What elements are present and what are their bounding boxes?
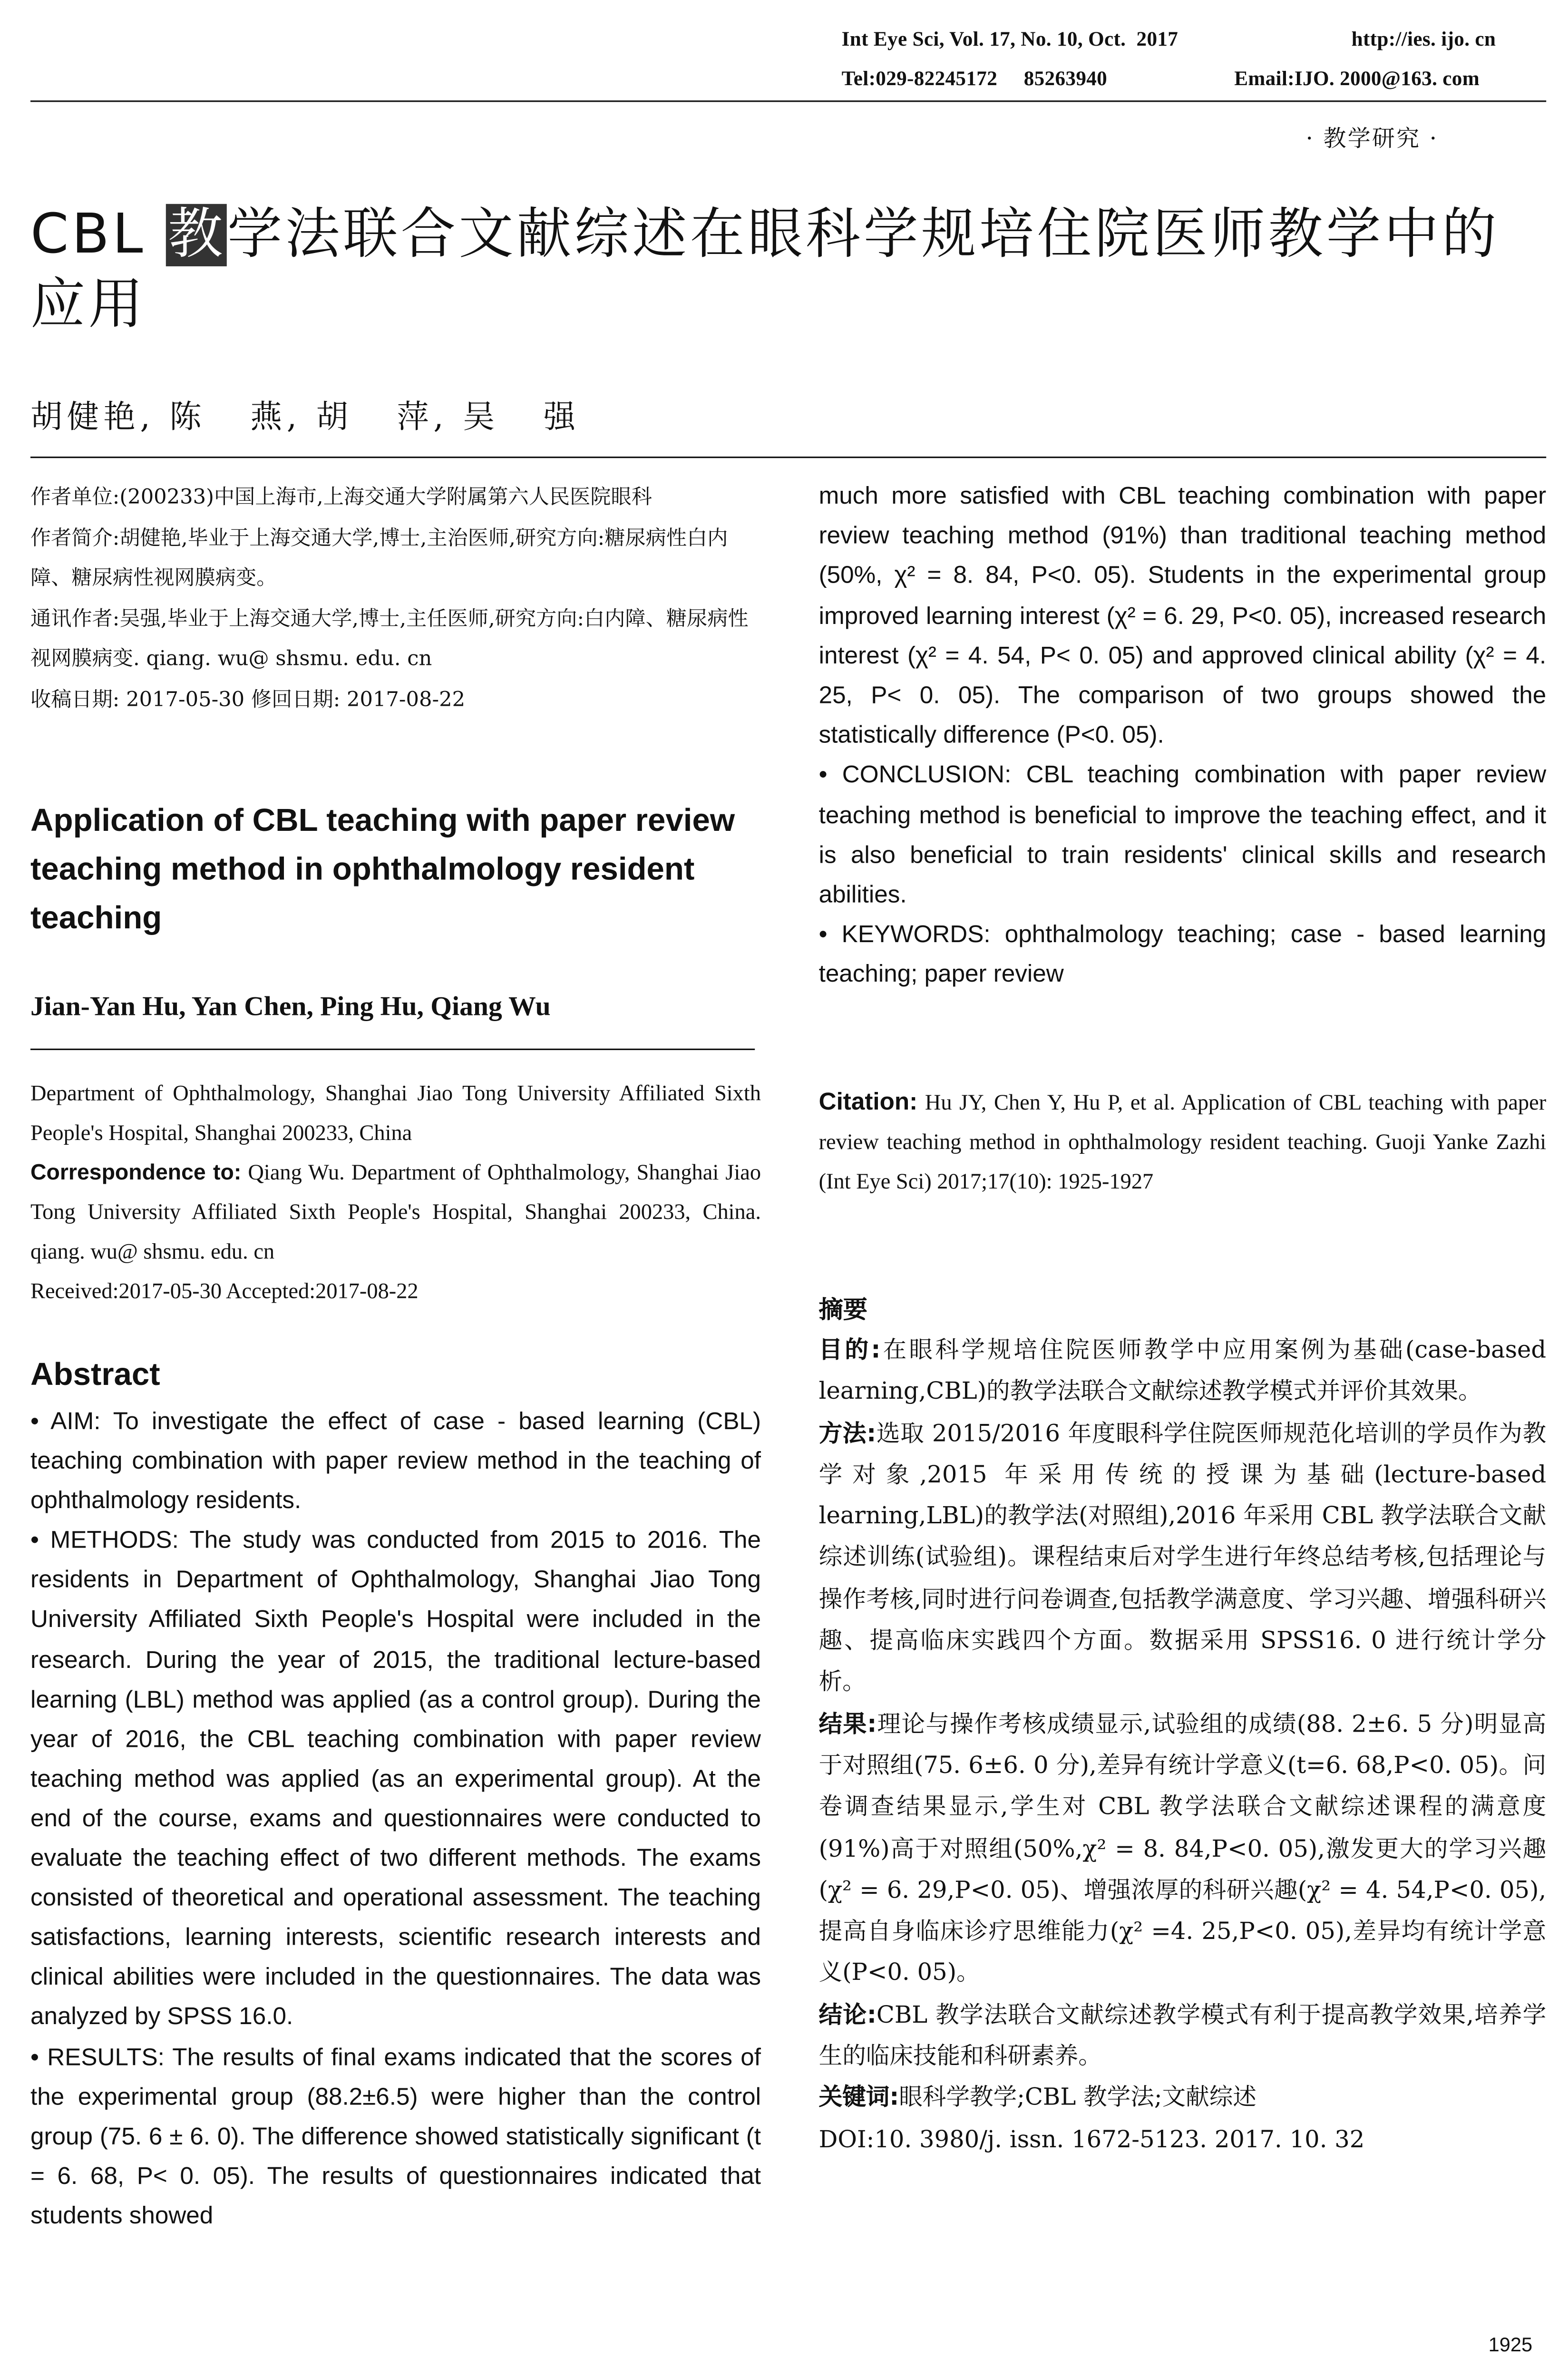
- authors-en-rule: [30, 1049, 755, 1050]
- abstract-cn-methods-label: 方法:: [818, 1419, 877, 1447]
- journal-url[interactable]: http://ies. ijo. cn: [1351, 27, 1496, 50]
- authors-rule: [30, 457, 1546, 458]
- abstract-en-left: [30, 1403, 761, 2237]
- correspondence: [30, 1154, 761, 1273]
- authors-cn: 胡健艳, 陈 燕, 胡 萍, 吴 强: [30, 399, 580, 436]
- abstract-en-right: [819, 478, 1547, 996]
- journal-telephone: Tel:029-82245172 85263940: [841, 67, 1108, 90]
- abstract-cn-keywords: [819, 2078, 1547, 2119]
- authors-en: Jian-Yan Hu, Yan Chen, Ping Hu, Qiang Wu: [30, 991, 551, 1022]
- corresponding-author-cn: 通讯作者:吴强,毕业于上海交通大学,博士,主任医师,研究方向:白内障、糖尿病性视网膜病变. qiang. wu@ shsmu. edu. cn: [30, 606, 749, 672]
- abstract-cn-keywords-label: 关键词:: [818, 2084, 899, 2112]
- article-title-en: Application of CBL teaching with paper review teaching method in ophthalmology resident teaching: [30, 803, 735, 936]
- abstract-heading: Abstract: [30, 1357, 160, 1393]
- correspondence-text: Qiang Wu. Department of Ophthalmology, Shanghai Jiao Tong University Affiliated Sixth People's Hospital, Shanghai 200233, China. qiang. wu@ shsmu. edu. cn: [30, 1161, 761, 1265]
- abstract-cn-conclusion-text: CBL 教学法联合文献综述教学模式有利于提高教学效果,培养学生的临床技能和科研素养。: [818, 2001, 1547, 2070]
- section-label: · 教学研究 ·: [1305, 125, 1439, 152]
- received-revised-dates-cn: 收稿日期: 2017-05-30 修回日期: 2017-08-22: [30, 687, 466, 711]
- author-profile: 作者简介:胡健艳,毕业于上海交通大学,博士,主治医师,研究方向:糖尿病性白内障、糖尿病性视网膜病变。: [30, 526, 728, 591]
- abstract-cn-keywords-text: 眼科学教学;CBL 教学法;文献综述: [899, 2084, 1256, 2112]
- received-accepted-dates: Received:2017-05-30 Accepted:2017-08-22: [30, 1280, 419, 1305]
- abstract-cn-aim-label: 目的:: [818, 1336, 881, 1364]
- header-rule: [30, 100, 1546, 102]
- abstract-cn-body: [819, 1330, 1547, 2161]
- affiliation-block: [30, 1074, 761, 1312]
- title-cn-highlighted-char: 教: [166, 204, 227, 266]
- abstract-conclusion: • CONCLUSION: CBL teaching combination with paper review teaching method is beneficial to improve the teaching effect, and it is also beneficial to train residents' clinical skills and research abilities.: [818, 763, 1547, 909]
- author-info-cn: [30, 478, 761, 720]
- abstract-cn-methods-text: 选取 2015/2016 年度眼科学住院医师规范化培训的学员作为教学对象,2015 年采用传统的授课为基础(lecture-based learning,LBL)的教学法(对照组),2016 年采用 CBL 教学法联合文献综述训练(试验组)。课程结束后对学生进行年终总结考核,包括理论与操作考核,同时进行问卷调查,包括教学满意度、学习兴趣、增强科研兴趣、提高临床实践四个方面。数据采用 SPSS16. 0 进行统计学分析。: [818, 1419, 1547, 1696]
- abstract-cn-results-text: 理论与操作考核成绩显示,试验组的成绩(88. 2±6. 5 分)明显高于对照组(75. 6±6. 0 分),差异有统计学意义(t=6. 68,P<0. 05)。问卷调查结果显示,学生对 CBL 教学法联合文献综述课程的满意度(91%)高于对照组(50%,χ² = 8. 84,P<0. 05),激发更大的学习兴趣(χ² = 6. 29,P<0. 05)、增强浓厚的科研兴趣(χ² = 4. 54,P<0. 05),提高自身临床诊疗思维能力(χ² =4. 25,P<0. 05),差异均有统计学意义(P<0. 05)。: [818, 1710, 1547, 1987]
- abstract-cn-results: [819, 1704, 1547, 1995]
- title-cn-rest: 学法联合文献综述在眼科学规培住院医师教学中的应用: [30, 204, 1500, 337]
- citation-label: Citation:: [818, 1090, 918, 1116]
- correspondence-label: Correspondence to:: [30, 1161, 242, 1186]
- abstract-cn-heading: 摘要: [818, 1295, 868, 1324]
- abstract-cn-aim-text: 在眼科学规培住院医师教学中应用案例为基础(case-based learning,CBL)的教学法联合文献综述教学模式并评价其效果。: [818, 1336, 1547, 1405]
- article-title-cn: [30, 201, 1552, 341]
- abstract-cn-results-label: 结果:: [818, 1710, 877, 1738]
- abstract-cn-aim: [819, 1330, 1547, 1413]
- page-number: 1925: [1488, 2333, 1533, 2356]
- abstract-aim: • AIM: To investigate the effect of case - based learning (CBL) teaching combination with paper review method in the teaching of ophthalmology residents.: [30, 1409, 761, 1515]
- abstract-results-part2: much more satisfied with CBL teaching combination with paper review teaching method (91%) than traditional teaching method (50%, χ² = 8. 84, P<0. 05). Students in the experimental group improved learning interest (χ² = 6. 29, P<0. 05), increased research interest (χ² = 4. 54, P< 0. 05) and approved clinical ability (χ² = 4. 25, P< 0. 05). The comparison of two groups showed the statistically difference (P<0. 05).: [818, 484, 1547, 750]
- title-cn-prefix: CBL: [30, 204, 166, 266]
- abstract-cn-conclusion-label: 结论:: [818, 2001, 877, 2028]
- journal-citation-line: Int Eye Sci, Vol. 17, No. 10, Oct. 2017: [841, 27, 1178, 50]
- journal-email[interactable]: Email:IJO. 2000@163. com: [1234, 67, 1480, 90]
- abstract-cn-conclusion: [819, 1995, 1547, 2078]
- abstract-results-part1: • RESULTS: The results of final exams indicated that the scores of the experimental group (88.2±6.5) were higher than the control group (75. 6 ± 6. 0). The difference showed statistically significant (t = 6. 68, P< 0. 05). The results of questionnaires indicated that students showed: [30, 2045, 761, 2230]
- abstract-keywords: • KEYWORDS: ophthalmology teaching; case - based learning teaching; paper review: [818, 922, 1547, 989]
- doi[interactable]: DOI:10. 3980/j. issn. 1672-5123. 2017. 10. 32: [818, 2125, 1365, 2153]
- citation-text: Hu JY, Chen Y, Hu P, et al. Application of CBL teaching with paper review teaching method in ophthalmology resident teaching. Guoji Yanke Zazhi (Int Eye Sci) 2017;17(10): 1925-1927: [818, 1091, 1547, 1195]
- department-text: Department of Ophthalmology, Shanghai Jiao Tong University Affiliated Sixth People's Hospital, Shanghai 200233, China: [30, 1082, 761, 1146]
- abstract-cn-methods: [819, 1413, 1547, 1704]
- author-unit: 作者单位:(200233)中国上海市,上海交通大学附属第六人民医院眼科: [30, 485, 652, 510]
- citation-block: [819, 1083, 1547, 1202]
- abstract-methods: • METHODS: The study was conducted from 2015 to 2016. The residents in Department of Ophthalmology, Shanghai Jiao Tong University Affiliated Sixth People's Hospital were included in the research. During the year of 2015, the traditional lecture-based learning (LBL) method was applied (as a control group). During the year of 2016, the CBL teaching combination with paper review teaching method was applied (as an experimental group). At the end of the course, exams and questionnaires were conducted to evaluate the teaching effect of two different methods. The exams consisted of theoretical and operational assessment. The teaching satisfactions, learning interests, scientific research interests and clinical abilities were included in the questionnaires. The data was analyzed by SPSS 16.0.: [30, 1528, 761, 2031]
